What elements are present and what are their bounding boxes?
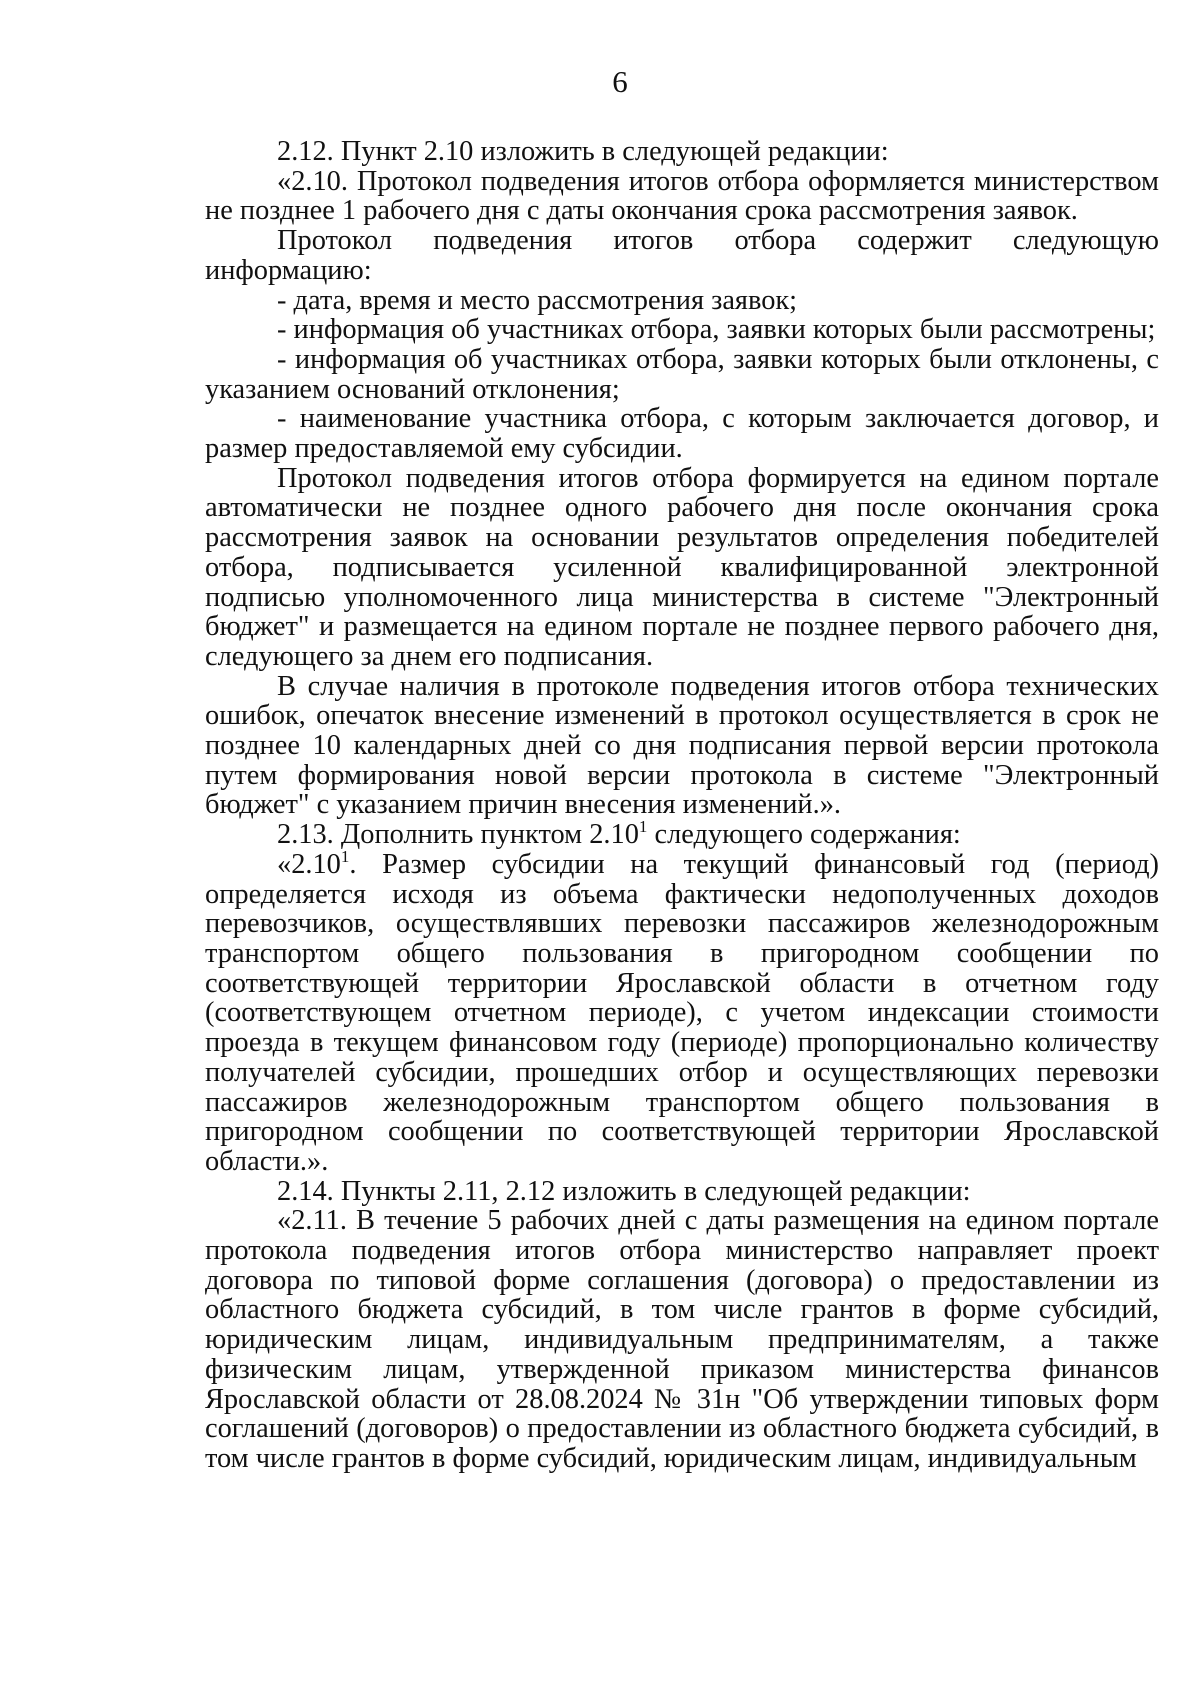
superscript: 1 [638,817,648,837]
superscript: 1 [340,846,350,866]
paragraph-protocol-contents: Протокол подведения итогов отбора содержит следующую информацию: [205,225,1159,286]
paragraph-text-after: . Размер субсидии на текущий финансовый год (период) определяется исходя из объема фактически недополученных доходов перевозчиков, осуществлявших перевозки пассажиров железнодорожным транспортом общего пользования в пригородном сообщении по соответствующей территории Ярославской области в отчетном году (соответствующем отчетном периоде), с учетом индексации стоимости проезда в текущем финансовом году (периоде) пропорционально количеству получателей субсидии, прошедших отбор и осуществляющих перевозки пассажиров железнодорожным транспортом общего пользования в пригородном сообщении по соответствующей территории Ярославской области.». [205,848,1159,1177]
list-item-rejected: - информация об участниках отбора, заявки которых были отклонены, с указанием оснований отклонения; [205,343,1159,405]
page-number: 6 [612,64,628,99]
paragraph-2-13 [205,817,1159,851]
paragraph-2-11-agreement: «2.11. В течение 5 рабочих дней с даты размещения на едином портале протокола подведения итогов отбора министерство направляет проект договора по типовой форме соглашения (договора) о предоставлении из областного бюджета субсидий, в том числе грантов в форме субсидий, юридическим лицам, индивидуальным предпринимателям, а также физическим лицам, утвержденной приказом министерства финансов Ярославской области от 28.08.2024 № 31н "Об утверждении типовых форм соглашений (договоров) о предоставлении из областного бюджета субсидий, в том числе грантов в форме субсидий, юридическим лицам, индивидуальным [205,1205,1159,1474]
document-body [205,137,1159,1474]
paragraph-2-10-protocol: «2.10. Протокол подведения итогов отбора оформляется министерством не позднее 1 рабочего дня с даты окончания срока рассмотрения заявок. [205,165,1159,227]
list-item-participant-name: - наименование участника отбора, с которым заключается договор, и размер предоставляемой ему субсидии. [205,403,1159,465]
paragraph-protocol-formation: Протокол подведения итогов отбора формируется на едином портале автоматически не позднее одного рабочего дня после окончания срока рассмотрения заявок на основании результатов определения победителей отбора, подписывается усиленной квалифицированной электронной подписью уполномоченного лица министерства в системе "Электронный бюджет" и размещается на едином портале не позднее первого рабочего дня, следующего за днем его подписания. [205,462,1159,672]
paragraph-text-after: следующего содержания: [647,819,961,851]
paragraph-technical-errors: В случае наличия в протоколе подведения итогов отбора технических ошибок, опечаток внесение изменений в протокол осуществляется в срок не позднее 10 календарных дней со дня подписания первой версии протокола путем формирования новой версии протокола в системе "Электронный бюджет" с указанием причин внесения изменений.». [205,670,1159,821]
list-item-considered: - информация об участниках отбора, заявки которых были рассмотрены; [277,314,1156,346]
paragraph-2-14: 2.14. Пункты 2.11, 2.12 изложить в следующей редакции: [277,1175,971,1207]
paragraph-2-10-1-subsidy-size [205,846,1159,1177]
list-item-date-time: - дата, время и место рассмотрения заявок; [277,284,798,316]
paragraph-text: 2.13. Дополнить пунктом 2.10 [277,819,639,851]
paragraph-2-12: 2.12. Пункт 2.10 изложить в следующей редакции: [277,136,889,167]
paragraph-text: «2.10 [277,848,341,880]
